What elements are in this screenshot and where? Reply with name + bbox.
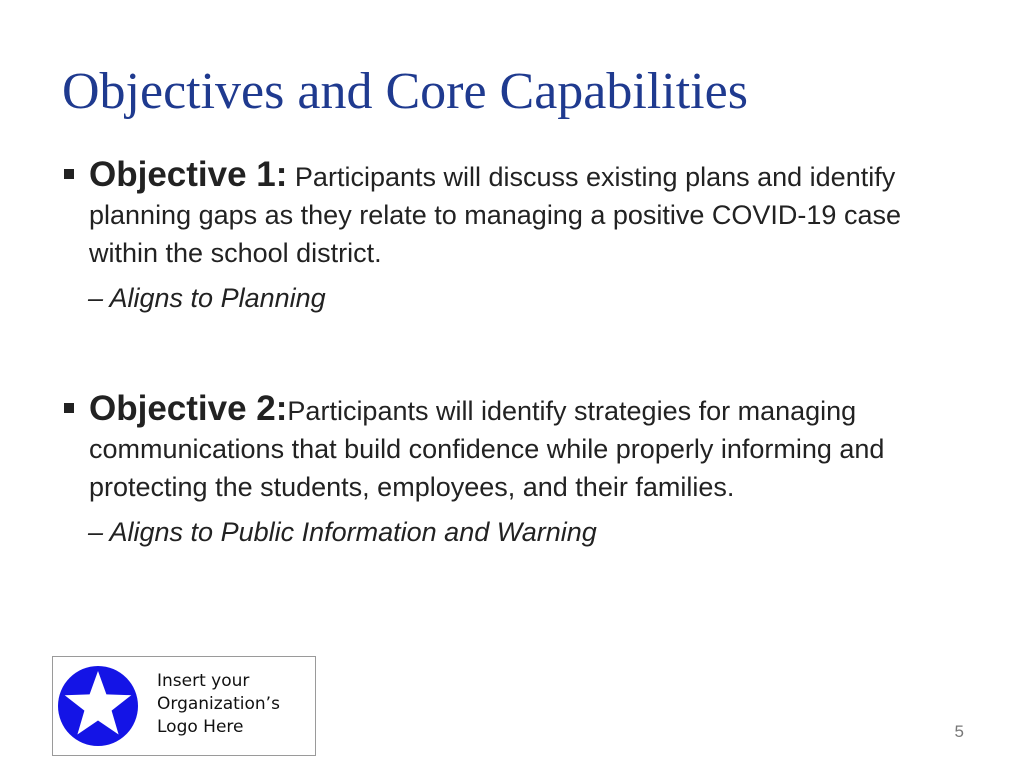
square-bullet-icon [64, 169, 74, 179]
objective-1-text: Participants will discuss existing plans and identify planning gaps as they relate to managing a positive COVID-19 case within the school district. [89, 162, 901, 268]
page-number: 5 [954, 722, 964, 741]
objective-1-statement [62, 156, 972, 272]
star-icon [57, 665, 139, 747]
square-bullet-icon [64, 403, 74, 413]
logo-placeholder-text: Insert your Organization’s Logo Here [157, 671, 280, 737]
objective-2 [62, 390, 972, 550]
objective-2-statement [62, 390, 972, 506]
objective-2-text: Participants will identify strategies for managing communications that build confidence while properly informing and protecting the students, employees, and their families. [89, 396, 885, 502]
objective-1 [62, 156, 972, 316]
objective-2-label: Objective 2: [89, 389, 288, 428]
slide-title: Objectives and Core Capabilities [62, 63, 748, 120]
logo-placeholder [52, 656, 316, 756]
objective-2-alignment: – Aligns to Public Information and Warning [88, 517, 597, 547]
objective-1-alignment: – Aligns to Planning [88, 283, 326, 313]
objective-1-label: Objective 1: [89, 155, 288, 194]
